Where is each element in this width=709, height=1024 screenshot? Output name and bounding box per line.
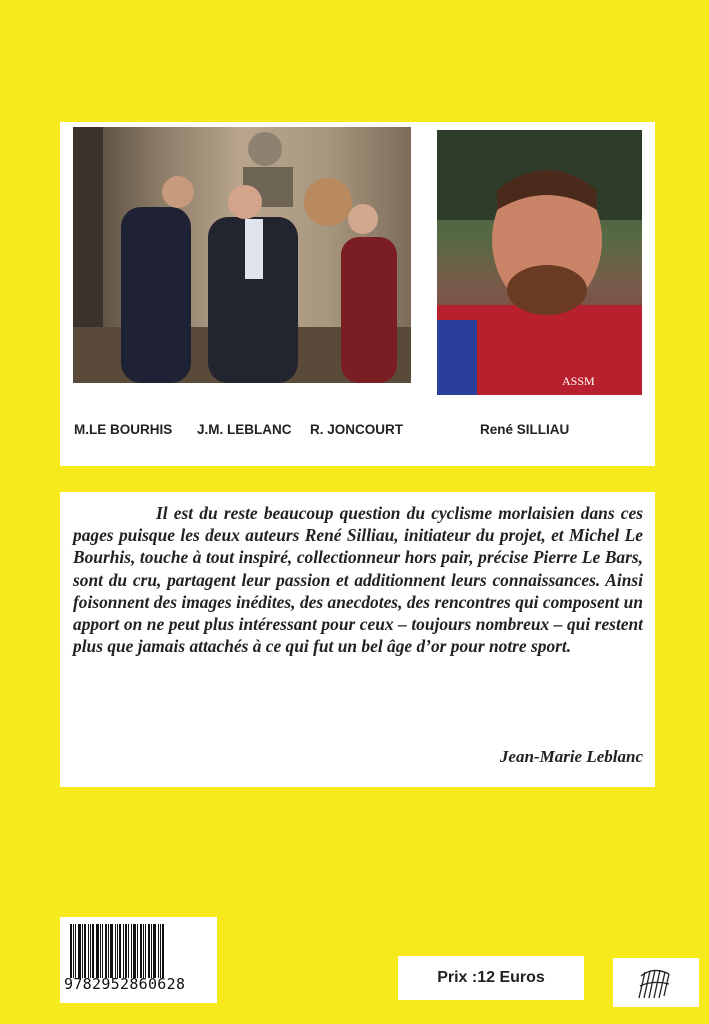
barcode-bar — [160, 924, 161, 978]
barcode-bar — [151, 924, 152, 978]
barcode-bar — [102, 924, 103, 978]
barcode-bar — [133, 924, 136, 978]
barcode-bar — [158, 924, 159, 978]
barcode-bar — [105, 924, 107, 978]
barcode-bar — [153, 924, 156, 978]
barcode-bar — [115, 924, 116, 978]
barcode-bar — [137, 924, 138, 978]
photo-panel — [60, 122, 655, 466]
barcode-bar — [96, 924, 99, 978]
barcode-bar — [145, 924, 146, 978]
barcode-bar — [90, 924, 91, 978]
barcode-bar — [123, 924, 124, 978]
cyclists-logo — [613, 958, 699, 1007]
caption-joncourt: R. JONCOURT — [310, 422, 404, 437]
caption-silliau: René SILLIAU — [480, 422, 570, 437]
portrait-photo — [437, 130, 642, 395]
barcode-bar — [128, 924, 129, 978]
isbn-number: 9782952860628 — [64, 975, 186, 993]
quote-paragraph: Il est du reste beaucoup question du cyclisme morlaisien dans ces pages puisque les deux auteurs René Silliau, initiateur du projet, et Michel Le Bourhis, touche à tout inspiré, collectionneur hors pair, précise Pierre Le Bars, sont du cru, partagent leur passion et additionnent leurs connaissances. Ainsi foisonnent des images inédites, des anecdotes, des rencontres qui composent un apport on ne peut plus intéressant pour ceux – toujours nombreux – qui restent plus que jamais attachés à ce qui fut un bel âge d’or pour notre sport. — [73, 503, 643, 657]
barcode-bar — [108, 924, 109, 978]
barcode-bar — [143, 924, 144, 978]
barcode-bar — [125, 924, 127, 978]
price-label: Prix :12 Euros — [398, 956, 584, 1000]
cyclists-icon — [613, 958, 699, 1007]
barcode-bar — [117, 924, 118, 978]
barcode-bar — [82, 924, 83, 978]
barcode-bar — [75, 924, 76, 978]
quote-signature: Jean-Marie Leblanc — [499, 747, 643, 766]
barcode-bar — [131, 924, 132, 978]
barcode-bar — [148, 924, 150, 978]
barcode-bar — [73, 924, 74, 978]
group-photo — [73, 127, 411, 383]
barcode-bar — [110, 924, 113, 978]
barcode-bar — [162, 924, 164, 978]
barcode-bar — [92, 924, 94, 978]
caption-le-bourhis: M.LE BOURHIS — [74, 422, 173, 437]
barcode-bar — [78, 924, 81, 978]
barcode-bar — [100, 924, 101, 978]
caption-leblanc: J.M. LEBLANC — [197, 422, 292, 437]
barcode-bar — [70, 924, 72, 978]
barcode-bar — [88, 924, 89, 978]
jersey-text: ASSM — [562, 374, 595, 388]
barcode-bar — [140, 924, 142, 978]
barcode-bar — [119, 924, 121, 978]
barcode-bar — [84, 924, 86, 978]
quote-panel — [60, 492, 655, 787]
barcode-bars — [70, 924, 207, 978]
barcode — [60, 917, 217, 1003]
